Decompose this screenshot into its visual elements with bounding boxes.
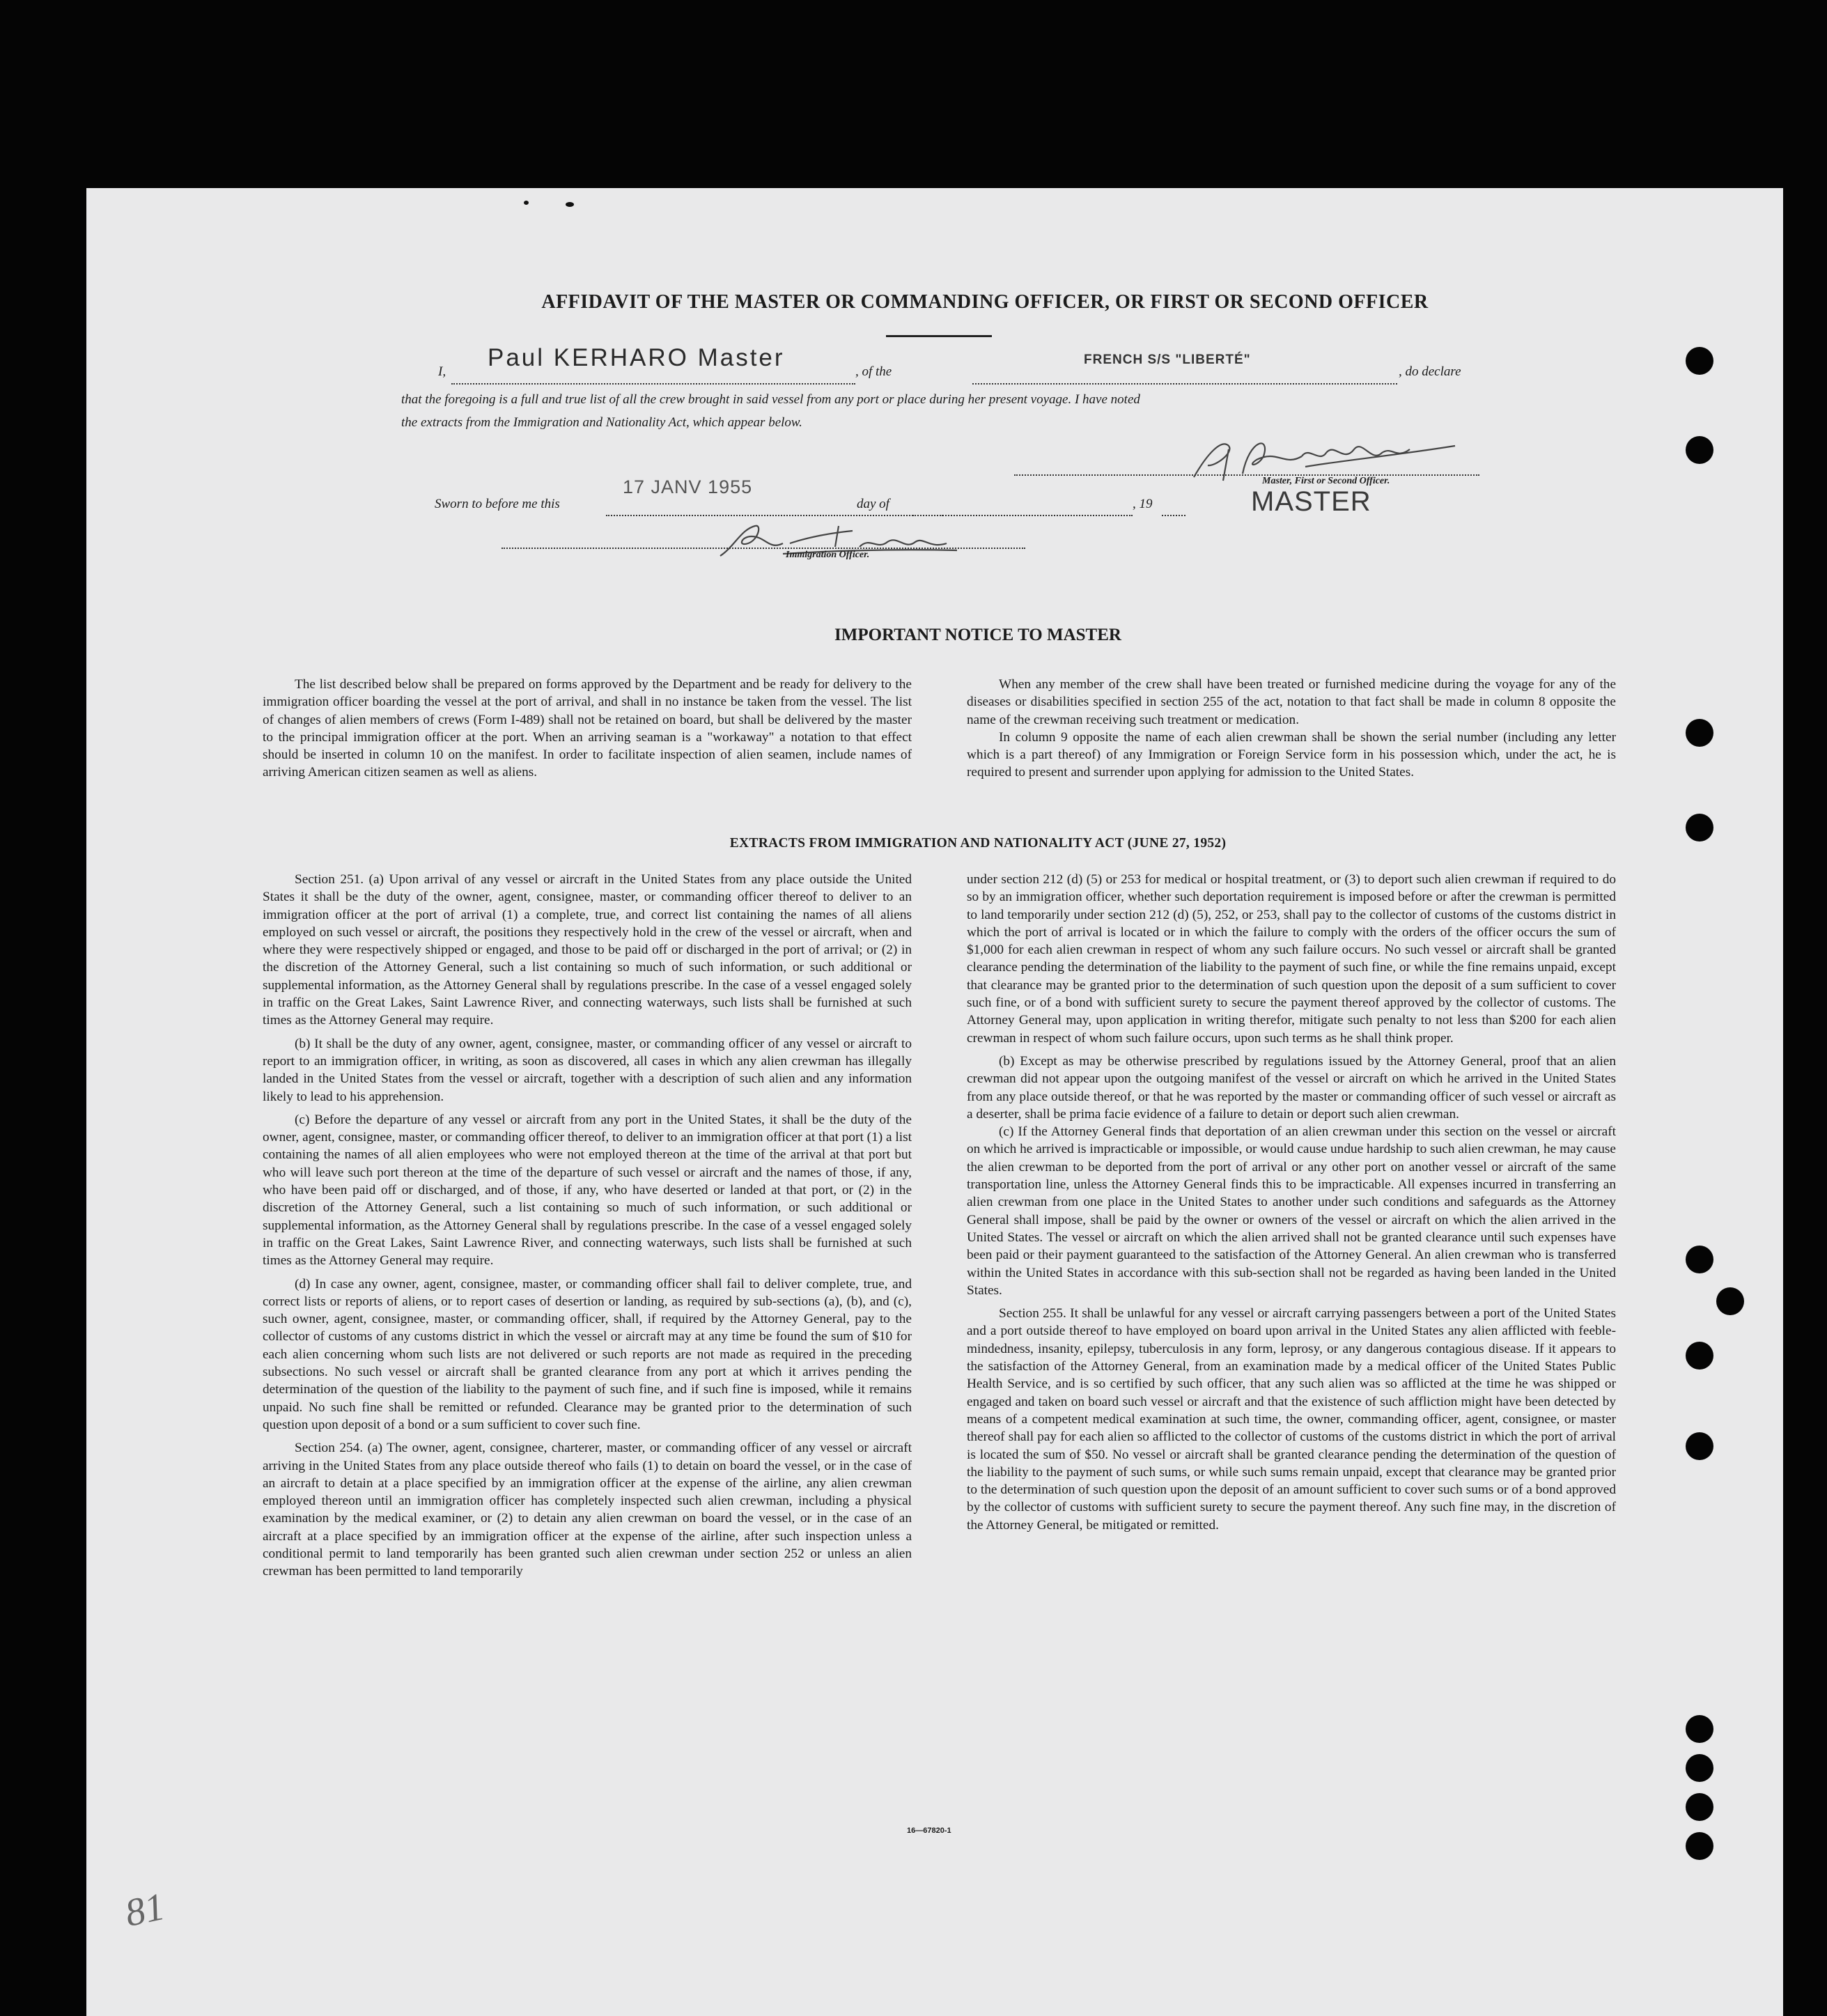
master-name: Paul KERHARO Master [488,344,785,371]
section-251d: (d) In case any owner, agent, consignee, master, or commanding officer shall fail to deliver complete, true, and correct lists or reports of aliens, or to report cases of desertion or landing, as required by sub-sections (a), (b), and (c), such owner, agent, consignee, master, or commanding officer, shall, if required by the Attorney General, pay to the collector of customs of any customs district in which the vessel or aircraft may at any time be found the sum of $10 for each alien concerning whom such lists are not delivered or such reports are not made as required in the preceding subsections. No such vessel or aircraft shall be granted clearance from any port at which it arrives pending the determination of the question of the liability to the payment of such fine, and if such fine is imposed, while it remains unpaid. No such fine shall be remitted or refunded. Clearance may be granted prior to the determination of such question upon deposit of a bond or a sum sufficient to cover such fine. [263,1276,912,1432]
officer-signature-line [502,548,1025,549]
punch-hole [1686,347,1713,375]
day-of-label: day of [857,497,889,511]
date-stamp: 17 JANV 1955 [623,476,753,497]
extracts-heading: EXTRACTS FROM IMMIGRATION AND NATIONALITY ACT (JUNE 27, 1952) [729,836,1227,851]
extracts-left-column [263,871,912,1581]
master-signature-line [1014,474,1479,476]
officer-caption: Immigration Officer. [786,550,870,560]
punch-hole [1716,1287,1744,1315]
margin-note: 81 [121,1884,169,1936]
notice-left-column [263,676,912,782]
punch-hole [1686,814,1713,842]
document-page [86,188,1783,2016]
do-declare-label: , do declare [1399,364,1461,379]
section-254a-continued: under section 212 (d) (5) or 253 for medical or hospital treatment, or (3) to deport such alien crewman if required to do so by an immigration officer, whether such deportation requirement is imposed before or after the crewman is permitted to land temporarily under section 212 (d) (5), 252, or 253, shall pay to the collector of customs of the customs district in which the port of arrival is located or in which the failure to comply with the orders of the officer occurs the sum of $1,000 for each alien crewman in respect of whom any such failure occurs. No such vessel or aircraft shall be granted clearance pending the determination of the liability to the payment of such fine, or while the fine remains unpaid, except that clearance may be granted prior to the determination of such question upon the deposit of a sum sufficient to cover such fine, or of a bond with sufficient surety to secure the payment thereof approved by the collector of customs. The Attorney General may, upon application in writing therefor, mitigate such penalty to not less than $200 for each alien crewman in respect of whom such failure occurs, upon such terms as he shall think proper. [967,872,1616,1046]
of-the-label: , of the [855,364,892,379]
vessel-line [972,383,1397,385]
section-251a: Section 251. (a) Upon arrival of any vessel or aircraft in the United States from any place outside the United States it shall be the duty of the owner, agent, consignee, master, or commanding officer thereof to deliver to an immigration officer at the port of arrival (1) a complete, true, and correct list containing the names of all aliens employed on such vessel or aircraft, the positions they respectively hold in the crew of the vessel or aircraft, when and where they were respectively shipped or engaged, and those to be paid off or discharged in the port of arrival; or (2) in the discretion of the Attorney General, such a list containing so much of such information, or such additional or supplemental information, as the Attorney General shall by regulations prescribe. In the case of a vessel engaged solely in traffic on the Great Lakes, Saint Lawrence River, and connecting waterways, such lists shall be furnished at such times as the Attorney General may require. [263,872,912,1028]
master-stamp: MASTER [1251,486,1371,517]
year-label: , 19 [1133,497,1153,511]
section-254c: (c) If the Attorney General finds that deportation of an alien crewman under this section on the vessel or aircraft on which he arrived is impracticable or impossible, or would cause undue hardship to such alien crewman, he may cause the alien crewman to be deported from the port of arrival or any other port on another vessel or aircraft of the same transportation line, unless the Attorney General finds this to be impracticable. All expenses incurred in transferring an alien crewman from one place in the United States to another under such conditions and safeguards as the Attorney General shall impose, shall be paid by the owner or owners of the vessel or aircraft on which the alien arrived in the United States. The vessel or aircraft on which the alien arrived shall not be granted clearance until such expenses have been paid or their payment guaranteed to the satisfaction of the Attorney General. An alien crewman who is transferred within the United States in accordance with this sub-section shall not be regarded as having been landed in the United States. [967,1124,1616,1298]
form-number: 16—67820-1 [907,1827,951,1835]
sworn-label: Sworn to before me this [435,497,560,511]
vessel-name: FRENCH S/S "LIBERTÉ" [1084,352,1251,367]
affidavit-i-label: I, [438,364,446,379]
punch-hole [1686,719,1713,747]
section-251c: (c) Before the departure of any vessel or aircraft from any port in the United States, it shall be the duty of the owner, agent, consignee, master, or commanding officer thereof, to deliver to an immigration officer at that port (1) a list containing the names of all alien employees who were not employed thereon at the time of the arrival at that port but who will leave such port thereon at the time of the departure of such vessel or aircraft and the names of those, if any, who have been paid off or discharged, and of those, if any, who have deserted or landed at that port, or (2) in the discretion of the Attorney General, such a list containing so much of such information, or such additional or supplemental information, as the Attorney General shall by regulations prescribe. In the case of a vessel engaged solely in traffic on the Great Lakes, Saint Lawrence River, and connecting waterways, such lists shall be furnished at such times as the Attorney General may require. [263,1112,912,1269]
punch-hole [1686,1432,1713,1460]
notice-right-paragraph: When any member of the crew shall have been treated or furnished medicine during the voyage for any of the diseases or disabilities specified in section 255 of the act, notation to that fact shall be made in column 8 opposite the name of the crewman receiving such treatment or medication. [967,677,1616,727]
title-rule [886,335,992,337]
section-254b: (b) Except as may be otherwise prescribed by regulations issued by the Attorney General, proof that an alien crewman did not appear upon the outgoing manifest of the vessel or aircraft on which he arrived in the United States from any place outside thereof, or that he was reported by the master or commanding officer of such vessel or aircraft as a deserter, shall be prima facie evidence of a failure to detain or deport such alien crewman. [967,1053,1616,1122]
section-255: Section 255. It shall be unlawful for any vessel or aircraft carrying passengers between a port of the United States and a port outside thereof to have employed on board upon arrival in the United States any alien afflicted with feeble-mindedness, insanity, epilepsy, tuberculosis in any form, leprosy, or any dangerous contagious disease. If it appears to the satisfaction of the Attorney General, from an examination made by a medical officer of the United States Public Health Service, and is so certified by such officer, that any such alien was so afflicted at the time he was shipped or engaged and taken on board such vessel or aircraft and that the existence of such affliction might have been detected by means of a competent medical examination at such time, the owner, commanding officer, agent, consignee, or master thereof shall pay for each alien so afflicted to the collector of customs of the customs district in which the port of arrival is located the sum of $50. No vessel or aircraft shall be granted clearance pending the determination of the question of the liability to the payment of such sums, or while such sums remain unpaid, except that clearance may be granted prior to the determination of such question upon the deposit of an amount sufficient to cover such sums or of a bond approved by the collector of customs with sufficient surety to secure the payment thereof. Any such fine may, in the discretion of the Attorney General, be mitigated or remitted. [967,1306,1616,1533]
punch-hole [1686,1715,1713,1743]
master-caption: Master, First or Second Officer. [1262,476,1390,486]
affidavit-body-2: the extracts from the Immigration and Nationality Act, which appear below. [401,415,802,430]
punch-hole [1686,436,1713,464]
punch-hole [1686,1793,1713,1821]
punch-hole [1686,1754,1713,1782]
name-line [451,383,855,385]
speck [524,201,529,205]
year-line [1162,515,1185,516]
affidavit-title: AFFIDAVIT OF THE MASTER OR COMMANDING OFFICER, OR FIRST OR SECOND OFFICER [541,291,1429,313]
section-254a: Section 254. (a) The owner, agent, consignee, charterer, master, or commanding officer of any vessel or aircraft arriving in the United States from any place outside thereof who fails (1) to detain on board the vessel, or in the case of an aircraft to detain at a place specified by an immigration officer at the expense of the airline, any alien crewman employed thereon until an immigration officer has completely inspected such alien crewman, including a physical examination by the medical examiner, or (2) to detain any alien crewman on board the vessel, or in the case of an aircraft at a place specified by an immigration officer at the expense of the airline, after such inspection unless a conditional permit to land temporarily has been granted such alien crewman under section 252 or unless an alien crewman has been permitted to land temporarily [263,1441,912,1579]
section-251b: (b) It shall be the duty of any owner, agent, consignee, master, or commanding officer of any vessel or aircraft to report to an immigration officer, in writing, as soon as discovered, all cases in which any alien crewman has illegally landed in the United States from the vessel or aircraft, together with a description of such alien and any information likely to lead to his apprehension. [263,1036,912,1104]
punch-hole [1686,1342,1713,1370]
affidavit-body-1: that the foregoing is a full and true list of all the crew brought in said vessel from any port or place during her present voyage. I have noted [401,392,1140,407]
notice-right-paragraph: In column 9 opposite the name of each alien crewman shall be shown the serial number (including any letter which is a part thereof) of any Immigration or Foreign Service form in his possession which, under the act, he is required to present and surrender upon applying for admission to the United States. [967,729,1616,780]
extracts-right-column [967,871,1616,1534]
punch-hole [1686,1246,1713,1273]
notice-right-column [967,676,1616,782]
notice-left-paragraph: The list described below shall be prepared on forms approved by the Department and be ready for delivery to the immigration officer boarding the vessel at the port of arrival, and shall in no instance be taken from the vessel. The list of changes of alien members of crews (Form I-489) shall not be retained on board, but shall be delivered by the master to the principal immigration officer at the port. When an arriving seaman is a "workaway" a notation to that effect should be inserted in column 10 on the manifest. In order to facilitate inspection of alien seamen, include names of arriving American citizen seamen as well as aliens. [263,677,912,780]
notice-heading: IMPORTANT NOTICE TO MASTER [834,626,1121,644]
punch-hole [1686,1832,1713,1860]
speck [566,202,574,207]
